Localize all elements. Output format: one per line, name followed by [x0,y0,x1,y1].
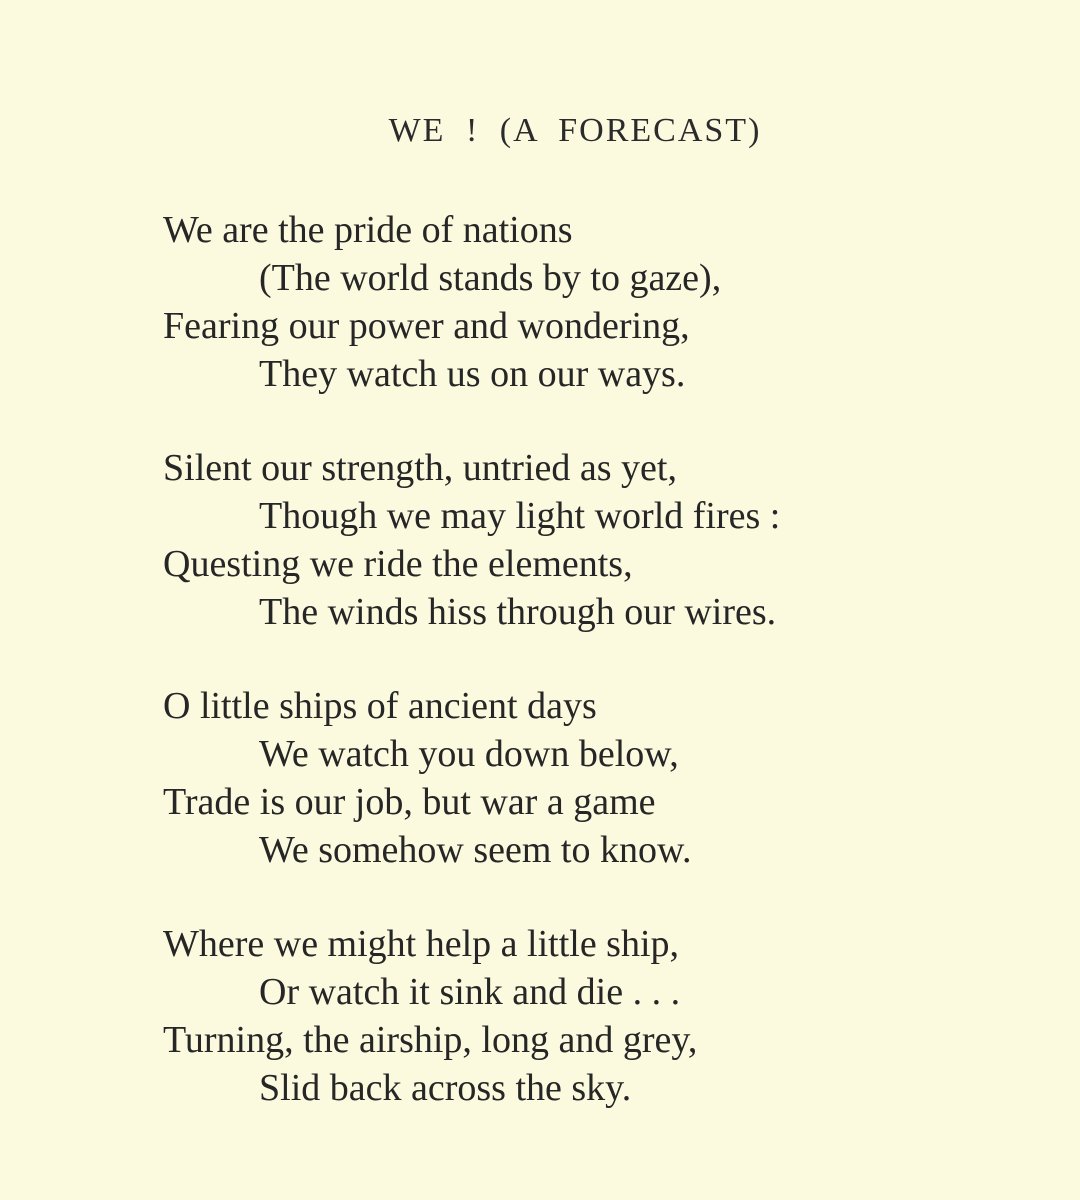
poem-line: Trade is our job, but war a game [163,781,656,823]
poem-line: Silent our strength, untried as yet, [163,447,677,489]
poem-line: Slid back across the sky. [259,1067,632,1109]
poem-line: The winds hiss through our wires. [259,591,777,633]
poem-line: We are the pride of nations [163,209,573,251]
poem-line: (The world stands by to gaze), [259,257,722,299]
poem-line: We watch you down below, [259,733,679,775]
poem-line: We somehow seem to know. [259,829,692,871]
stanza [163,920,1043,1112]
poem-line: Where we might help a little ship, [163,923,680,965]
poem-line: Fearing our power and wondering, [163,305,690,347]
stanza [163,206,1043,398]
stanza [163,444,1043,636]
poem-line: Questing we ride the elements, [163,543,633,585]
poem-line: Though we may light world fires : [259,495,781,537]
poem-line: O little ships of ancient days [163,685,597,727]
poem-line: Or watch it sink and die . . . [259,971,681,1013]
poem-line: Turning, the airship, long and grey, [163,1019,698,1061]
stanza [163,682,1043,874]
poem-line: They watch us on our ways. [259,353,686,395]
poem-title: WE ! (A FORECAST) [388,112,762,149]
poem-body [163,206,1043,1158]
